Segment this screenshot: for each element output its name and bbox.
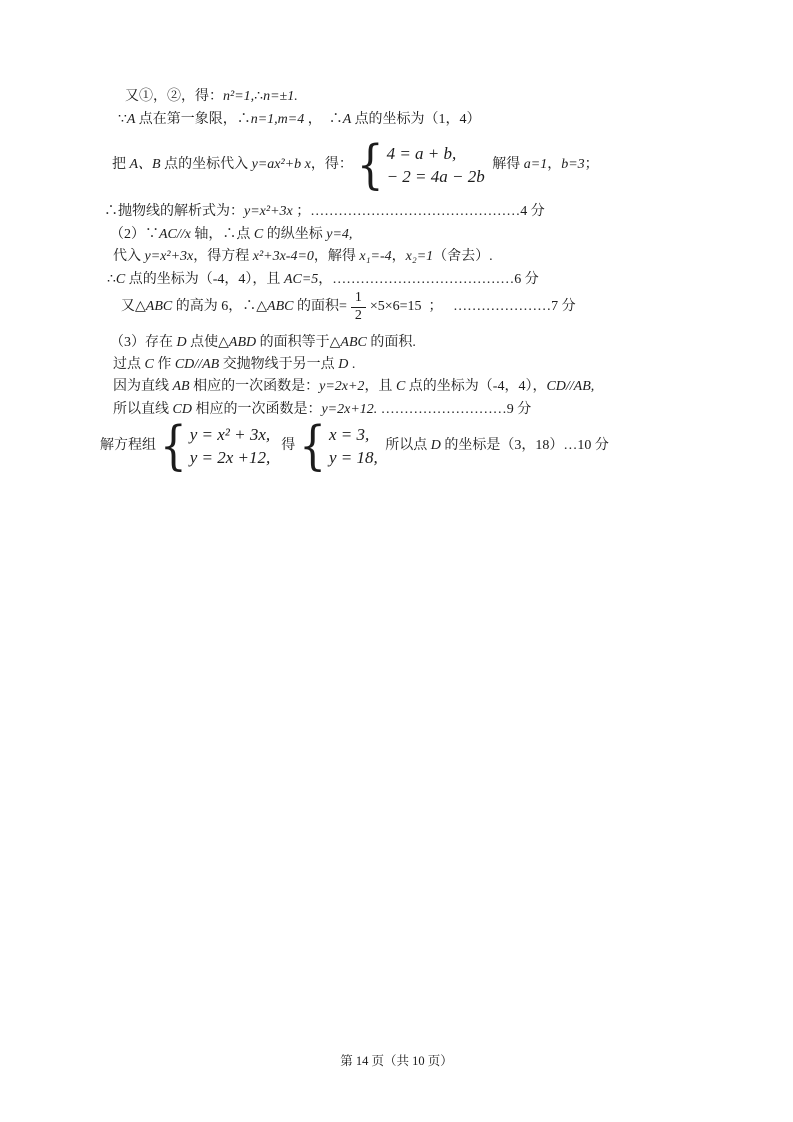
- equation-row: 4 = a + b,: [386, 143, 457, 163]
- equation-row: y = 2x +12,: [189, 447, 271, 467]
- math-run: A、B: [129, 157, 165, 172]
- text-run: 的坐标是（3，18）…10 分: [444, 438, 609, 453]
- equation-system: [356, 133, 485, 195]
- dot-leader: …………………………………: [332, 272, 515, 287]
- text-run: ×5×6=15 ；: [369, 299, 454, 314]
- math-run: n=±1.: [263, 89, 298, 104]
- math-run: x₂=1: [405, 249, 434, 264]
- dot-leader: ………………………………………: [310, 204, 521, 219]
- text-run: 的高为 6，∴△: [175, 299, 268, 314]
- text-run: ∵: [118, 112, 127, 127]
- math-run: n²=1,: [223, 89, 255, 104]
- math-run: y=x²+3x: [144, 249, 194, 264]
- math-run: C: [144, 357, 158, 372]
- math-run: ABD: [228, 335, 260, 350]
- equation-system: [299, 414, 378, 476]
- text-run: 把: [112, 157, 130, 172]
- text-run: 点的坐标为（-4，4），且: [128, 272, 284, 287]
- solution-line: [121, 283, 576, 331]
- math-run: CD//AB: [174, 357, 223, 372]
- text-run: 作: [157, 357, 175, 372]
- math-run: y=ax²+b x: [251, 157, 311, 172]
- equation-row: y = 18,: [329, 447, 378, 467]
- solution-line: [113, 246, 493, 268]
- equation-rows: [387, 144, 485, 187]
- equation-rows: [329, 425, 378, 468]
- math-run: D: [430, 438, 445, 453]
- math-run: x₁=-4: [359, 249, 392, 264]
- text-run: ∴: [107, 272, 116, 287]
- math-run: C: [253, 227, 267, 242]
- math-run: A: [342, 112, 355, 127]
- text-run: 4 分: [520, 204, 545, 219]
- math-run: ABC: [267, 299, 297, 314]
- dot-leader: …………………: [453, 299, 552, 314]
- equation-row: − 2 = 4a − 2b: [386, 166, 485, 186]
- text-run: 代入: [113, 249, 145, 264]
- text-run: ∴: [254, 89, 264, 104]
- math-run: A: [126, 112, 139, 127]
- math-run: y=x²+3x: [244, 204, 293, 219]
- text-run: 的面积=: [296, 299, 347, 314]
- math-run: AB: [172, 379, 194, 394]
- text-run: 的纵坐标: [266, 227, 327, 242]
- text-run: 点在第一象限，∴: [138, 112, 251, 127]
- text-run: （2）∵: [110, 227, 159, 242]
- brace-icon: {: [299, 414, 327, 476]
- text-run: 过点: [113, 357, 145, 372]
- text-run: 交抛物线于另一点: [222, 357, 339, 372]
- dot-leader: ………………………: [380, 402, 507, 417]
- text-run: ，: [318, 272, 333, 287]
- solution-line: [110, 224, 352, 246]
- fraction-denominator: 2: [354, 307, 362, 323]
- text-run: ，: [391, 249, 406, 264]
- text-run: ，得：: [310, 157, 353, 172]
- math-run: x²+3x-4=0: [252, 249, 314, 264]
- equation-rows: [190, 425, 271, 468]
- text-run: 解方程组: [100, 438, 156, 453]
- math-run: C: [115, 272, 129, 287]
- solution-line: [118, 109, 481, 131]
- math-run: ABC: [340, 335, 371, 350]
- text-run: 又△: [121, 299, 146, 314]
- text-run: 相应的一次函数是：: [195, 402, 322, 417]
- text-run: （舍去）.: [433, 249, 493, 264]
- text-run: ；: [584, 157, 599, 172]
- text-run: 6 分: [514, 272, 539, 287]
- fraction-numerator: 1: [351, 290, 366, 307]
- math-run: y=2x+2: [319, 379, 365, 394]
- math-run: AC//x: [159, 227, 195, 242]
- math-run: D: [338, 357, 349, 372]
- text-run: 因为直线: [113, 379, 173, 394]
- brace-icon: {: [160, 414, 187, 476]
- text-run: ∴抛物线的解析式为：: [104, 204, 244, 219]
- text-run: 点使△: [190, 335, 229, 350]
- brace-icon: {: [356, 133, 384, 195]
- text-run: 9 分: [506, 402, 532, 417]
- text-run: 所以直线: [113, 402, 173, 417]
- text-run: 轴，∴点: [194, 227, 254, 242]
- solution-line: [104, 201, 545, 223]
- text-run: ；: [292, 204, 311, 219]
- text-run: 点的坐标代入: [164, 157, 252, 172]
- text-run: ，解得: [313, 249, 360, 264]
- text-run: 点的坐标为（1，4）: [354, 112, 481, 127]
- text-run: ，且: [364, 379, 396, 394]
- equation-system: [160, 414, 271, 476]
- text-run: （3）存在: [110, 335, 177, 350]
- text-run: 得: [274, 438, 296, 453]
- text-run: .: [348, 357, 356, 372]
- math-run: y=4,: [326, 227, 353, 242]
- text-run: ， ∴: [304, 112, 343, 127]
- text-run: ，得方程: [193, 249, 253, 264]
- math-run: D: [176, 335, 191, 350]
- math-run: a=1: [523, 157, 548, 172]
- solution-line: [112, 133, 599, 195]
- solution-line: [113, 376, 594, 398]
- solution-line: [125, 86, 298, 108]
- math-run: b=3: [561, 157, 585, 172]
- text-run: 点的坐标为（-4，4），: [408, 379, 547, 394]
- text-run: 相应的一次函数是：: [193, 379, 320, 394]
- math-run: CD: [172, 402, 196, 417]
- math-run: C: [395, 379, 409, 394]
- math-run: ABC: [145, 299, 176, 314]
- text-run: 所以点: [381, 438, 431, 453]
- equation-row: y = x² + 3x,: [189, 424, 271, 444]
- solution-line: [113, 354, 355, 376]
- text-run: 又①，②，得：: [125, 89, 223, 104]
- text-run: ，: [547, 157, 562, 172]
- solution-line: [100, 416, 609, 476]
- text-run: 的面积等于△: [259, 335, 341, 350]
- math-run: AC=5: [283, 272, 319, 287]
- math-run: CD//AB,: [546, 379, 595, 394]
- page-footer: 第 14 页（共 10 页）: [340, 1054, 453, 1068]
- fraction: [351, 290, 366, 323]
- equation-row: x = 3,: [329, 424, 370, 444]
- text-run: 的面积.: [370, 335, 416, 350]
- text-run: 7 分: [551, 299, 576, 314]
- text-run: 解得: [488, 157, 524, 172]
- solution-line: [110, 332, 416, 354]
- math-run: y=2x+12.: [321, 402, 381, 417]
- math-run: n=1,m=4: [250, 112, 305, 127]
